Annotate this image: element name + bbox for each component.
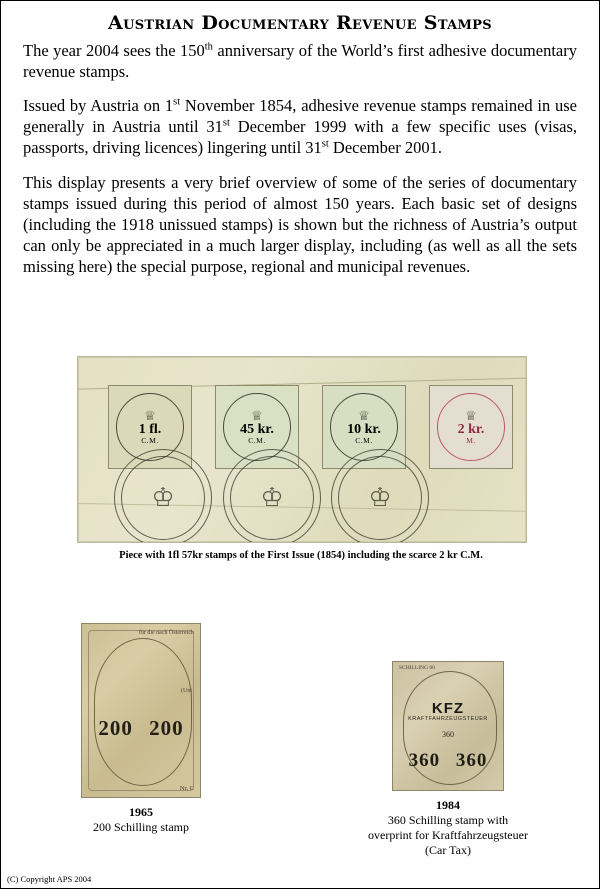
stamp-1965-year: 1965 [129, 805, 153, 819]
stamp-1984-overprint-sub: KRAFTFAHRZEUGSTEUER [408, 716, 488, 722]
stamp-2kr-oval [437, 393, 505, 461]
cancel-mark [223, 449, 321, 543]
stamp-10kr-currency: C.M. [355, 436, 373, 446]
cancel-mark [331, 449, 429, 543]
ordinal-suffix: th [204, 41, 213, 53]
stamp-1984-caption-line-3: (Car Tax) [425, 843, 471, 857]
stamp-45kr-value: 45 kr. [240, 421, 274, 437]
stamp-2kr-value: 2 kr. [457, 421, 485, 437]
stamp-1965-caption-line-1: 200 Schilling stamp [93, 820, 189, 834]
stamp-1984-denomination-left: 360 [408, 750, 441, 771]
stamp-2kr-currency: M. [466, 436, 476, 446]
stamp-1984-small-number: 360 [442, 730, 454, 739]
stamp-1965-denomination [82, 716, 200, 741]
ordinal-suffix: st [321, 138, 329, 150]
cover-caption: Piece with 1fl 57kr stamps of the First Issue (1854) including the scarce 2 kr C.M. [119, 550, 483, 561]
stamp-1965-mid-note: (Unt [181, 688, 192, 694]
stamp-1965-corner-note: Nr. C [179, 785, 194, 792]
stamp-1984-overprint: KFZ [431, 700, 465, 717]
stamp-1965-oval [94, 638, 192, 786]
first-issue-cover-figure [77, 356, 525, 561]
eagle-icon: ♕ [358, 407, 370, 423]
paragraph-1: The year 2004 sees the 150th anniversary of the World’s first adhesive documentary revenue stamps. [23, 41, 577, 82]
stamp-1965-caption [61, 805, 221, 835]
stamp-1984-denomination [393, 750, 503, 772]
stamp-1fl-currency: C.M. [141, 436, 159, 446]
stamp-45kr-currency: C.M. [248, 436, 266, 446]
stamp-1965-figure [61, 623, 221, 835]
coat-of-arms-icon: ♔ [368, 483, 392, 512]
stamp-1984-figure [353, 661, 543, 858]
stamp-1984-denomination-right: 360 [455, 750, 488, 771]
stamp-1984-top-note: SCHILLING 60 [399, 665, 435, 671]
stamp-10kr-value: 10 kr. [347, 421, 381, 437]
copyright-notice: (C) Copyright APS 2004 [7, 874, 92, 884]
stamp-1965-image [81, 623, 201, 798]
eagle-icon: ♕ [251, 407, 263, 423]
coat-of-arms-icon: ♔ [151, 483, 175, 512]
eagle-icon: ♕ [144, 407, 156, 423]
eagle-icon: ♕ [465, 407, 477, 423]
coat-of-arms-icon: ♔ [260, 483, 284, 512]
stamp-2kr [429, 385, 513, 469]
stamp-1984-year: 1984 [436, 798, 460, 812]
cancel-mark [114, 449, 212, 543]
cover-piece-image [77, 356, 527, 543]
ordinal-suffix: st [222, 117, 230, 129]
page-title: Austrian Documentary Revenue Stamps [108, 12, 492, 34]
ordinal-suffix: st [173, 96, 181, 108]
paragraph-3: This display presents a very brief overview of some of the series of documentary stamps issued during this period of almost 150 years. Each basic set of designs (including the 1918 unissued stamps) is shown but the richness of Austria’s output can only be appreciated in a much larger display, including (as well as all the sets missing here) the special purpose, regional and municipal revenues. [23, 172, 577, 276]
stamp-1984-caption-line-2: overprint for Kraftfahrzeugsteuer [368, 828, 528, 842]
body-text [1, 40, 599, 277]
stamp-1984-caption [353, 798, 543, 858]
stamp-1984-image [392, 661, 504, 791]
paragraph-2: Issued by Austria on 1st November 1854, adhesive revenue stamps remained in use generally in Austria until 31st December 1999 with a few specific uses (visas, passports, driving licences) lingering until 31st December 2001. [23, 96, 577, 158]
stamp-1fl-value: 1 fl. [138, 421, 162, 437]
stamp-1965-denomination-right: 200 [149, 716, 184, 740]
stamp-1965-top-note: für die nach Österreich [138, 630, 194, 636]
stamp-1965-denomination-left: 200 [98, 716, 133, 740]
stamp-1984-caption-line-1: 360 Schilling stamp with [387, 813, 509, 827]
